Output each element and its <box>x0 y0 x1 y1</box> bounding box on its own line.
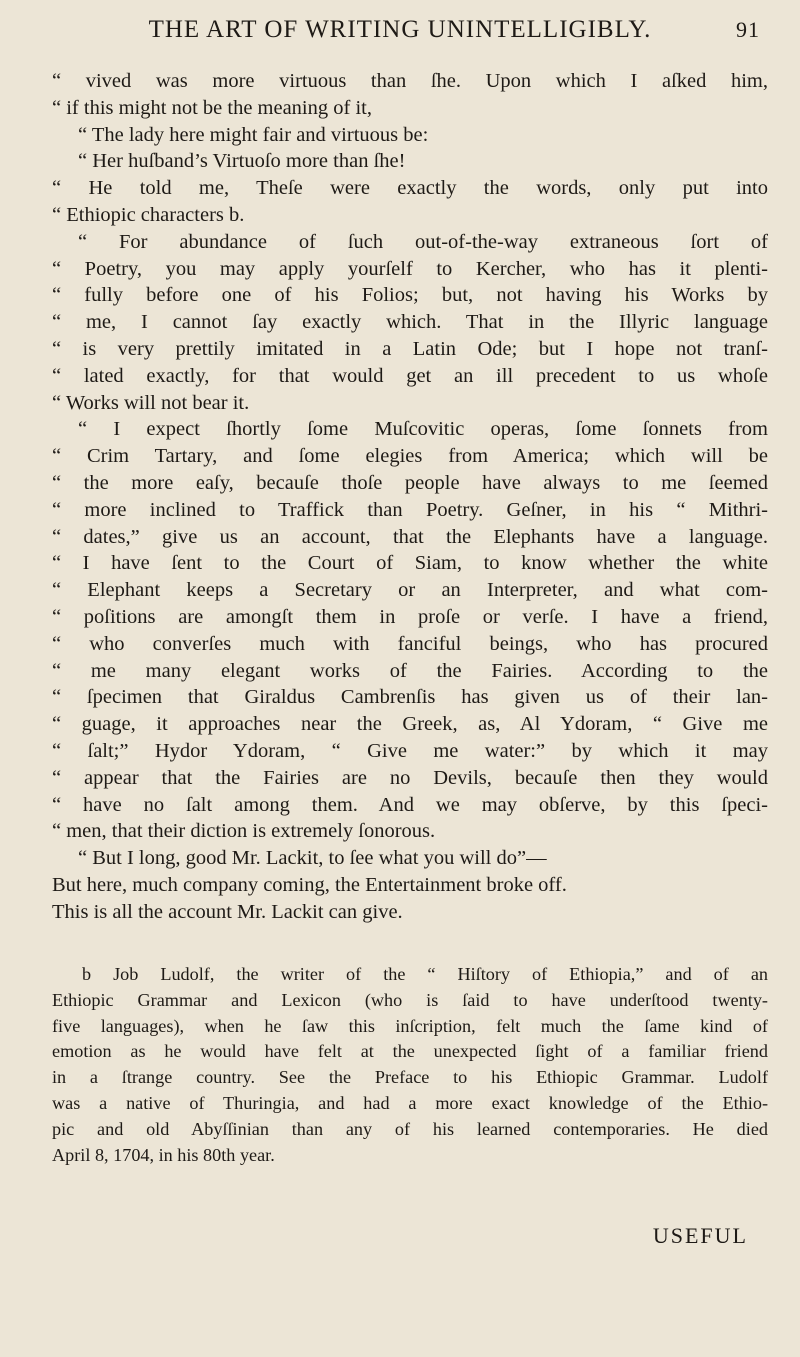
text-line: “ me, I cannot ſay exactly which. That in the Illyric language <box>52 311 768 334</box>
text-line: “ if this might not be the meaning of it, <box>52 96 372 119</box>
text-line: “ vived was more virtuous than ſhe. Upon which I aſked him, <box>52 70 768 92</box>
running-title: THE ART OF WRITING UNINTELLIGIBLY. <box>148 16 652 43</box>
text-line: “ Works will not bear it. <box>52 391 250 414</box>
text-line: “ Crim Tartary, and ſome elegies from America; which will be <box>52 445 768 468</box>
text-line: “ men, that their diction is extremely ſonorous. <box>52 820 436 843</box>
text-line: “ ſpecimen that Giraldus Cambrenſis has given us of their lan- <box>52 686 768 709</box>
text-line: “ Her huſband’s Virtuoſo more than ſhe! <box>78 150 406 173</box>
footnote-line: April 8, 1704, in his 80th year. <box>52 1144 275 1165</box>
footnote-line: emotion as he would have felt at the unexpected ſight of a familiar friend <box>52 1041 768 1062</box>
text-line: “ is very prettily imitated in a Latin Ode; but I hope not tranſ- <box>52 337 768 360</box>
text-line: “ fully before one of his Folios; but, not having his Works by <box>52 284 768 307</box>
main-text <box>52 68 768 926</box>
footnote-line: Ethiopic Grammar and Lexicon (who is ſaid to have underſtood twenty- <box>52 989 768 1010</box>
page-number: 91 <box>736 17 760 42</box>
text-line: “ ſalt;” Hydor Ydoram, “ Give me water:” by which it may <box>52 739 768 762</box>
text-line: “ Elephant keeps a Secretary or an Interpreter, and what com- <box>52 579 768 602</box>
text-line: “ have no ſalt among them. And we may obſerve, by this ſpeci- <box>52 793 768 816</box>
footnote-line: in a ſtrange country. See the Preface to his Ethiopic Grammar. Ludolf <box>52 1067 768 1088</box>
text-line: “ me many elegant works of the Fairies. According to the <box>52 659 768 682</box>
footnote <box>52 962 768 1168</box>
text-line: “ who converſes much with fanciful beings, who has procured <box>52 632 768 655</box>
footnote-line: was a native of Thuringia, and had a more exact knowledge of the Ethio- <box>52 1092 768 1113</box>
footnote-line: pic and old Abyſſinian than any of his learned contemporaries. He died <box>52 1118 768 1139</box>
footnote-line: b Job Ludolf, the writer of the “ Hiſtory of Ethiopia,” and of an <box>82 964 768 984</box>
text-line: “ Poetry, you may apply yourſelf to Kercher, who has it plenti- <box>52 257 768 280</box>
text-line: “ dates,” give us an account, that the Elephants have a language. <box>52 525 768 548</box>
text-line: “ I have ſent to the Court of Siam, to know whether the white <box>52 552 768 575</box>
text-line: But here, much company coming, the Entertainment broke off. <box>52 873 567 896</box>
text-line: This is all the account Mr. Lackit can give. <box>52 900 403 923</box>
text-line: “ He told me, Theſe were exactly the words, only put into <box>52 177 768 200</box>
text-line: “ the more eaſy, becauſe thoſe people have always to me ſeemed <box>52 471 768 494</box>
text-line: “ But I long, good Mr. Lackit, to ſee what you will do”— <box>78 847 547 870</box>
text-line: “ I expect ſhortly ſome Muſcovitic operas, ſome ſonnets from <box>78 418 768 441</box>
text-line: “ Ethiopic characters b. <box>52 203 245 226</box>
text-line: “ appear that the Fairies are no Devils, becauſe then they would <box>52 766 768 789</box>
running-header <box>80 16 760 44</box>
text-line: “ The lady here might fair and virtuous be: <box>78 123 429 146</box>
text-line: “ more inclined to Traffick than Poetry. Geſner, in his “ Mithri- <box>52 498 768 521</box>
text-line: “ poſitions are amongſt them in proſe or verſe. I have a friend, <box>52 605 768 628</box>
text-line: “ For abundance of ſuch out-of-the-way extraneous ſort of <box>78 230 768 253</box>
text-line: “ guage, it approaches near the Greek, as, Al Ydoram, “ Give me <box>52 713 768 736</box>
text-line: “ lated exactly, for that would get an ill precedent to us whoſe <box>52 364 768 387</box>
catchword: USEFUL <box>652 1223 748 1248</box>
footnote-line: five languages), when he ſaw this inſcription, felt much the ſame kind of <box>52 1015 768 1036</box>
